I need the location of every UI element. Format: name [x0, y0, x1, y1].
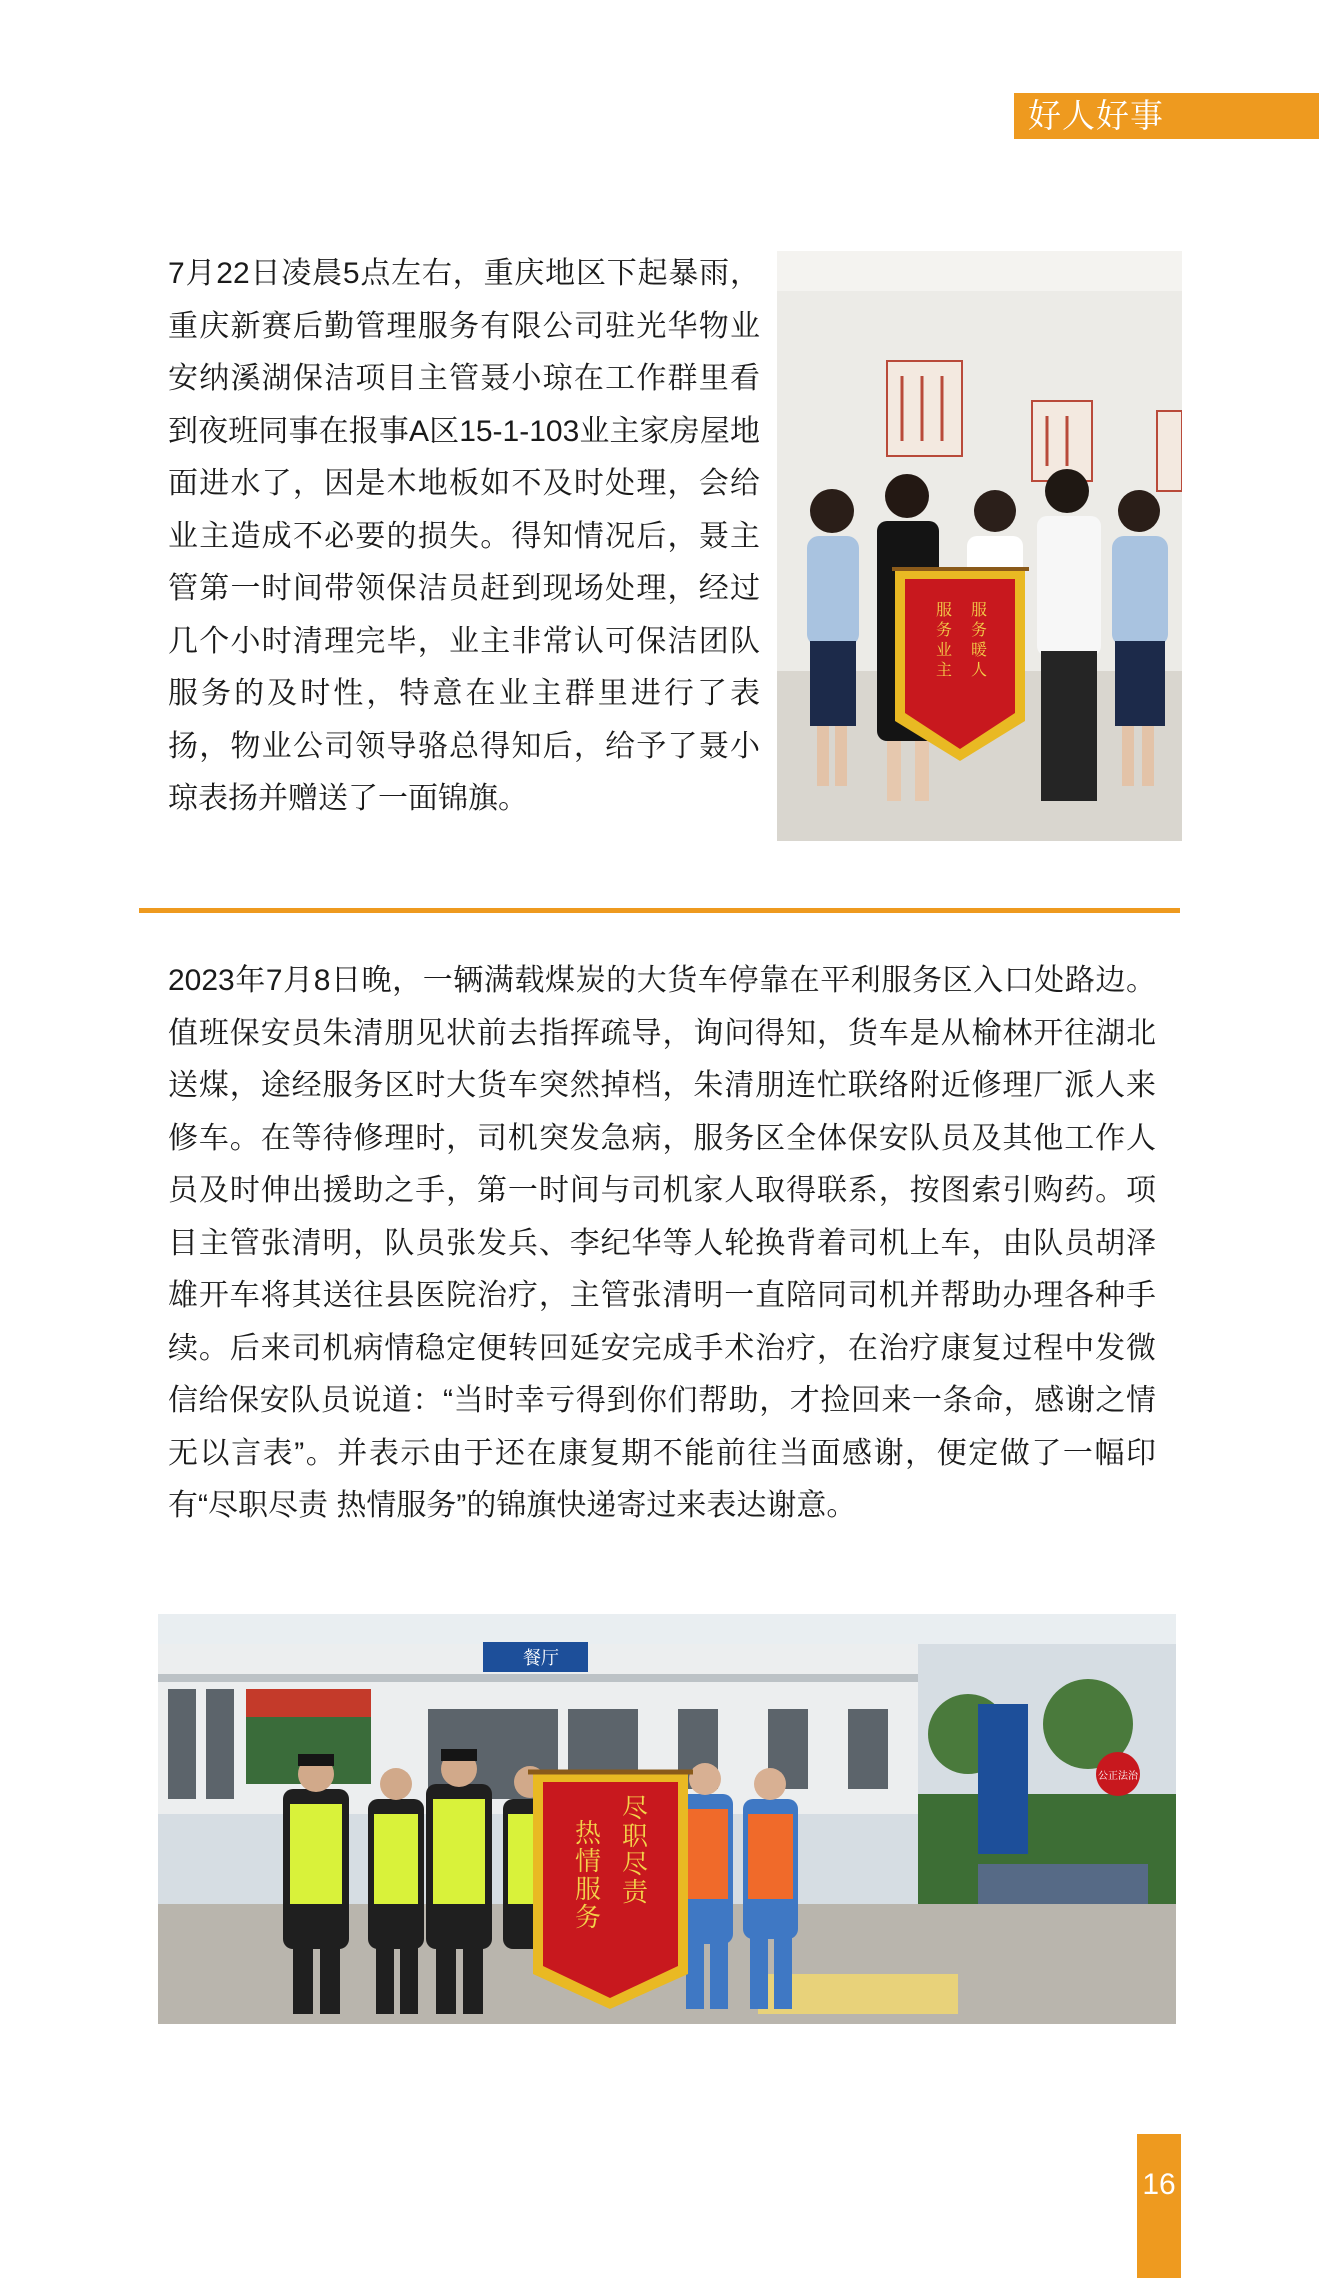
banner-text-left: 服务业主: [933, 601, 951, 681]
building-sign: 餐厅: [523, 1648, 559, 1668]
story1-paragraph: 7月22日凌晨5点左右，重庆地区下起暴雨，重庆新赛后勤管理服务有限公司驻光华物业安纳溪湖保洁项目主管聂小琼在工作群里看到夜班同事在报事A区15-1-103业主家房屋地面进水了，因是木地板如不及时处理，会给业主造成不必要的损失。得知情况后，聂主管第一时间带领保洁员赶到现场处理，经过几个小时清理完毕，业主非常认可保洁团队服务的及时性，特意在业主群里进行了表扬，物业公司领导骆总得知后，给予了聂小琼表扬并赠送了一面锦旗。: [168, 257, 760, 815]
page-number: 16: [1137, 2134, 1181, 2278]
section-divider: [139, 908, 1180, 913]
roadside-sign: 公正法治: [1098, 1771, 1138, 1782]
section-tab: 好人好事: [1014, 93, 1319, 139]
banner-col-1: 尽职尽责: [618, 1794, 648, 1906]
story2-photo: [158, 1614, 1176, 2024]
story1-photo: [777, 251, 1182, 841]
story2-paragraph: 2023年7月8日晚，一辆满载煤炭的大货车停靠在平利服务区入口处路边。值班保安员朱清朋见状前去指挥疏导，询问得知，货车是从榆林开往湖北送煤，途经服务区时大货车突然掉档，朱清朋连忙联络附近修理厂派人来修车。在等待修理时，司机突发急病，服务区全体保安队员及其他工作人员及时伸出援助之手，第一时间与司机家人取得联系，按图索引购药。项目主管张清明，队员张发兵、李纪华等人轮换背着司机上车，由队员胡泽雄开车将其送往县医院治疗，主管张清明一直陪同司机并帮助办理各种手续。后来司机病情稳定便转回延安完成手术治疗，在治疗康复过程中发微信给保安队员说道：“当时幸亏得到你们帮助，才捡回来一条命，感谢之情无以言表”。并表示由于还在康复期不能前往当面感谢，便定做了一幅印有“尽职尽责 热情服务”的锦旗快递寄过来表达谢意。: [168, 964, 1156, 1522]
banner-text-right: 服务暖人: [968, 601, 986, 681]
banner-col-2: 热情服务: [571, 1819, 601, 1931]
